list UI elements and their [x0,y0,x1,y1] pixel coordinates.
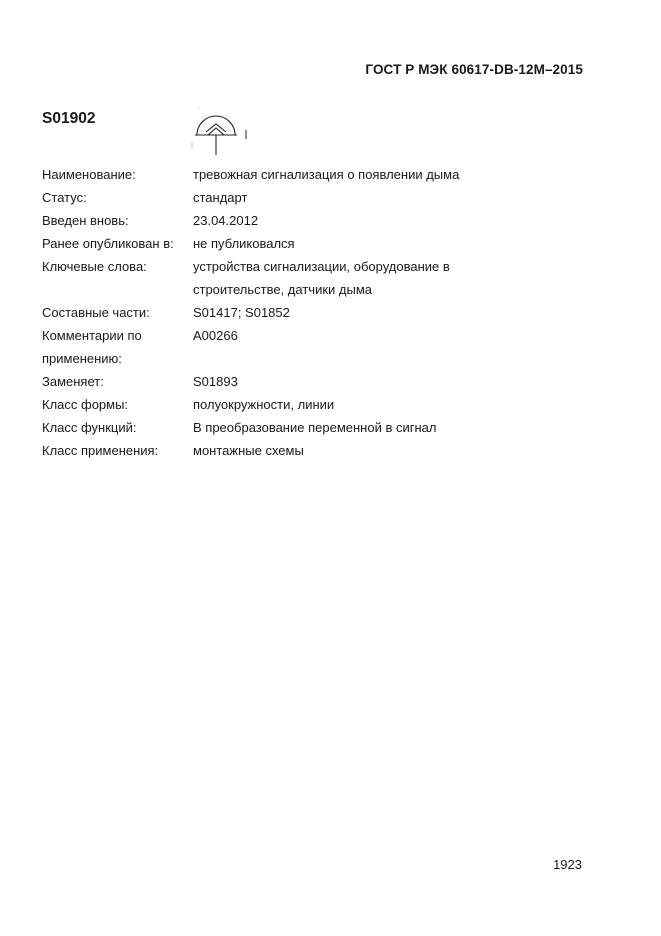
field-value: A00266 [193,328,238,343]
field-value: S01417; S01852 [193,305,290,320]
field-row [42,301,522,324]
field-row [42,209,522,232]
field-value: монтажные схемы [193,443,304,458]
field-value: строительстве, датчики дыма [193,282,372,297]
field-value: В преобразование переменной в сигнал [193,420,437,435]
field-label: Наименование: [42,167,136,182]
field-value: не публиковался [193,236,295,251]
field-label: Класс формы: [42,397,129,412]
field-row [42,278,522,301]
field-row [42,393,522,416]
field-label: Заменяет: [42,374,104,389]
field-row [42,439,522,462]
standard-header: ГОСТ Р МЭК 60617-DB-12M–2015 [365,62,583,77]
field-row [42,347,522,370]
field-label: Составные части: [42,305,150,320]
field-row [42,416,522,439]
field-row [42,324,522,347]
field-label: применению: [42,351,122,366]
field-label: Статус: [42,190,87,205]
field-label: Комментарии по [42,328,142,343]
field-row [42,232,522,255]
page-number: 1923 [553,857,582,872]
field-value: тревожная сигнализация о появлении дыма [193,167,460,182]
field-value: S01893 [193,374,238,389]
field-value: стандарт [193,190,248,205]
field-label: Введен вновь: [42,213,129,228]
field-table [42,163,522,462]
field-label: Класс функций: [42,420,137,435]
field-label: Класс применения: [42,443,159,458]
field-value: полуокружности, линии [193,397,335,412]
field-label: Ранее опубликован в: [42,236,174,251]
field-value [193,347,522,370]
field-row [42,186,522,209]
field-label [42,278,193,301]
field-label: Ключевые слова: [42,259,147,274]
symbol-code: S01902 [42,110,96,127]
field-value: 23.04.2012 [193,213,259,228]
smoke-alarm-symbol-icon [188,106,252,158]
field-row [42,163,522,186]
field-row [42,370,522,393]
field-row [42,255,522,278]
field-value: устройства сигнализации, оборудование в [193,259,450,274]
